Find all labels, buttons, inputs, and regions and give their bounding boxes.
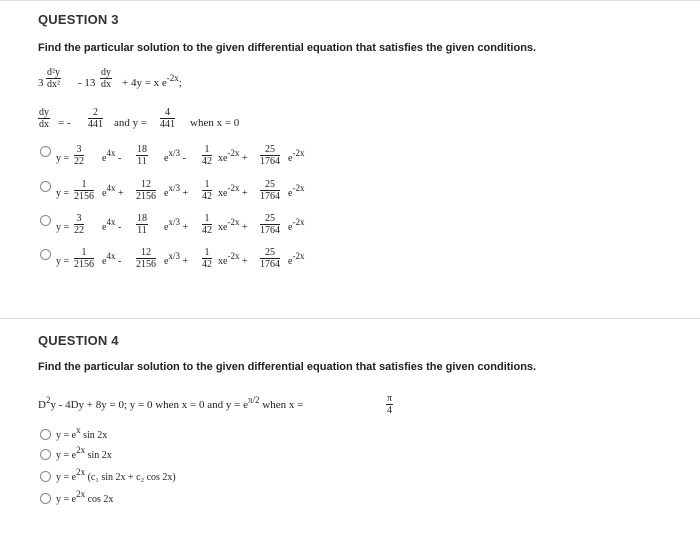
question-3-title: QUESTION 3: [38, 12, 119, 27]
coef-3-den: 42: [202, 191, 212, 202]
q3-option-2-expression: [56, 179, 336, 209]
exp-2: x/3: [168, 217, 180, 227]
exp-2: x/3: [168, 183, 180, 193]
exp-3: -2x: [227, 183, 240, 193]
q4-option-3[interactable]: [38, 469, 338, 487]
q3-option-3[interactable]: [38, 213, 338, 245]
coef-3-num: 1: [202, 213, 212, 225]
question-3-equation: [38, 67, 338, 107]
op-3: +: [241, 153, 248, 164]
pi-over-4: [386, 393, 393, 416]
term-2: [164, 251, 189, 267]
semicolon: ;: [178, 77, 182, 89]
q3-option-3-expression: [56, 213, 336, 243]
coef-2: [136, 213, 148, 236]
rhs: [122, 73, 182, 89]
question-3-conditions: [38, 107, 338, 137]
y-eq-e: y = e: [56, 430, 77, 441]
d2y: d²y: [47, 67, 60, 78]
y-eq-e: y = e: [56, 472, 77, 483]
e-1: e: [102, 222, 107, 233]
term-4: [288, 148, 305, 164]
second-derivative-fraction: [46, 67, 61, 90]
op-2: +: [182, 188, 189, 199]
op-2: -: [182, 153, 186, 164]
coef-4-num: 25: [260, 247, 280, 259]
xe: xe: [218, 256, 228, 267]
exp-1: 4x: [106, 217, 116, 227]
cond-num-1: 2: [88, 107, 103, 119]
coef-1-den: 22: [74, 156, 84, 167]
question-4-equation: [38, 393, 438, 421]
op-3: +: [241, 256, 248, 267]
q3-option-1-expression: [56, 144, 336, 174]
q4-option-3-radio[interactable]: [40, 471, 51, 482]
coef-2-num: 12: [136, 179, 156, 191]
coef-3-den: 42: [202, 259, 212, 270]
coef-4: [260, 247, 280, 270]
exponent: 2x: [76, 467, 86, 477]
xe: xe: [218, 222, 228, 233]
y-eq: y =: [56, 188, 70, 199]
coef-2-num: 18: [137, 144, 147, 155]
term-2: [164, 217, 189, 233]
e-1: e: [102, 256, 107, 267]
q4-option-4-expression: [56, 489, 114, 505]
y-eq: y =: [56, 222, 70, 233]
e-2: e: [164, 222, 169, 233]
e-2: e: [164, 188, 169, 199]
q3-option-1[interactable]: [38, 144, 338, 176]
coef-4-den: 1764: [260, 156, 280, 167]
exponent: 2x: [76, 445, 86, 455]
cond-num-2: 4: [160, 107, 175, 119]
exp-1: 4x: [106, 251, 116, 261]
coef-3-den: 42: [202, 156, 212, 167]
y-eq-e: y = e: [56, 494, 77, 505]
y-eq: y =: [56, 153, 70, 164]
coef-3-num: 1: [202, 144, 212, 156]
coef-1-den: 2156: [74, 259, 94, 270]
q3-option-4[interactable]: [38, 247, 338, 279]
term-3: [218, 251, 248, 267]
coef-3-num: 1: [202, 179, 212, 191]
coef-1-den: 2156: [74, 191, 94, 202]
coef-1: [74, 144, 84, 167]
q4-option-1[interactable]: [38, 427, 338, 445]
coef-4: [260, 179, 280, 202]
exp-3: -2x: [227, 217, 240, 227]
q3-option-4-expression: [56, 247, 336, 277]
when-x: when x =: [262, 399, 304, 411]
coef-3: [202, 144, 212, 167]
exp-4: -2x: [292, 217, 305, 227]
exponent: -2x: [166, 73, 179, 83]
q4-option-1-expression: [56, 425, 108, 441]
minus-13: - 13: [78, 77, 96, 89]
term-1: [102, 183, 124, 199]
plus-4y-xe: + 4y = x e: [122, 77, 167, 89]
q4-equation-text: [38, 395, 304, 411]
term-4: [288, 183, 305, 199]
e-4: e: [288, 256, 293, 267]
coef-2-den: 11: [137, 156, 147, 167]
dy: dy: [101, 67, 111, 78]
q3-option-1-radio[interactable]: [40, 146, 51, 157]
coef-3: [202, 213, 212, 236]
coef-2-den: 11: [137, 225, 147, 236]
pi-den: 4: [387, 405, 393, 416]
op-1: -: [117, 222, 122, 233]
op-2: +: [182, 256, 189, 267]
op-2: +: [182, 222, 189, 233]
q4-option-2[interactable]: [38, 447, 338, 465]
d-operator: D: [38, 399, 46, 411]
trig-part: sin 2x: [83, 430, 108, 441]
coef-1-num: 1: [74, 179, 94, 191]
pi-exponent: π/2: [247, 395, 260, 405]
e-4: e: [288, 153, 293, 164]
cond-den-1: 441: [88, 119, 103, 130]
first-derivative-fraction: [100, 67, 112, 90]
term-4: [288, 217, 305, 233]
coef-1: [74, 179, 94, 202]
cond-value-2: [160, 107, 175, 130]
exp-3: -2x: [227, 251, 240, 261]
equation-rest: y - 4Dy + 8y = 0; y = 0 when x = 0 and y = e: [50, 399, 248, 411]
op-3: +: [241, 222, 248, 233]
cond-eq: = -: [58, 117, 71, 129]
coef-3-den: 42: [202, 225, 212, 236]
coef-1: [74, 213, 84, 236]
cond-den-2: 441: [160, 119, 175, 130]
e-2: e: [164, 256, 169, 267]
exp-4: -2x: [292, 251, 305, 261]
trig-part: cos 2x: [87, 494, 114, 505]
cond-when: when x = 0: [190, 117, 240, 129]
exp-4: -2x: [292, 183, 305, 193]
trig-part: sin 2x: [87, 450, 112, 461]
coef-4-den: 1764: [260, 259, 280, 270]
coef-2: [136, 247, 156, 270]
trig-part: (c₁ sin 2x + c₂ cos 2x): [87, 472, 176, 483]
e-1: e: [102, 153, 107, 164]
exp-1: 4x: [106, 183, 116, 193]
exp-3: -2x: [227, 148, 240, 158]
cond-dx: dx: [39, 119, 49, 130]
coef-1: [74, 247, 94, 270]
coef-3-num: 1: [202, 247, 212, 259]
coef-4-den: 1764: [260, 191, 280, 202]
q3-option-2-radio[interactable]: [40, 181, 51, 192]
coef-1-num: 1: [74, 247, 94, 259]
exponent: 2x: [76, 489, 86, 499]
d-exponent: 2: [45, 395, 51, 405]
coef-1-num: 3: [74, 144, 84, 156]
cond-value-1: [88, 107, 103, 130]
op-3: +: [241, 188, 248, 199]
coef-3: [202, 247, 212, 270]
term-4: [288, 251, 305, 267]
coef-4-num: 25: [260, 213, 280, 225]
q3-option-3-radio[interactable]: [40, 215, 51, 226]
e-4: e: [288, 222, 293, 233]
exp-4: -2x: [292, 148, 305, 158]
term-2: [164, 183, 189, 199]
coef-4: [260, 213, 280, 236]
coef-2: [136, 144, 148, 167]
y-eq-e: y = e: [56, 450, 77, 461]
q4-option-4-radio[interactable]: [40, 493, 51, 504]
coef-2-num: 18: [137, 213, 147, 224]
e-1: e: [102, 188, 107, 199]
coef-2: [136, 179, 156, 202]
xe: xe: [218, 188, 228, 199]
question-4-section: [0, 318, 700, 540]
question-4-title: QUESTION 4: [38, 333, 119, 348]
coef-3: 3: [38, 77, 44, 89]
cond-dy: dy: [39, 107, 49, 118]
coef-2-den: 2156: [136, 191, 156, 202]
dx2: dx²: [47, 79, 60, 90]
exp-2: x/3: [168, 148, 180, 158]
q4-option-2-radio[interactable]: [40, 449, 51, 460]
q4-option-4[interactable]: [38, 491, 338, 509]
op-1: -: [117, 153, 122, 164]
pi-num: π: [387, 393, 393, 404]
exp-2: x/3: [168, 251, 180, 261]
question-4-prompt: Find the particular solution to the given differential equation that satisfies the given conditions.: [38, 361, 537, 373]
term-1: [102, 148, 122, 164]
q3-option-4-radio[interactable]: [40, 249, 51, 260]
term-3: [218, 148, 248, 164]
term-3: [218, 183, 248, 199]
coef-4-num: 25: [260, 144, 280, 156]
exp-1: 4x: [106, 148, 116, 158]
dx: dx: [101, 79, 111, 90]
term-1: [102, 217, 122, 233]
term-2: [164, 148, 186, 164]
op-1: -: [117, 256, 122, 267]
condition-derivative: [38, 107, 50, 130]
exponent: x: [76, 425, 81, 435]
coef-4: [260, 144, 280, 167]
coef-2-num: 12: [136, 247, 156, 259]
xe: xe: [218, 153, 228, 164]
q3-option-2[interactable]: [38, 179, 338, 211]
coef-1-den: 22: [74, 225, 84, 236]
coef-2-den: 2156: [136, 259, 156, 270]
term-3: [218, 217, 248, 233]
coef-4-num: 25: [260, 179, 280, 191]
coef-4-den: 1764: [260, 225, 280, 236]
question-3-prompt: Find the particular solution to the given differential equation that satisfies the given conditions.: [38, 42, 537, 54]
term-1: [102, 251, 122, 267]
q4-option-3-expression: [56, 467, 176, 483]
y-eq: y =: [56, 256, 70, 267]
e-2: e: [164, 153, 169, 164]
q4-option-2-expression: [56, 445, 112, 461]
coef-3: [202, 179, 212, 202]
op-1: +: [117, 188, 124, 199]
cond-and: and y =: [114, 117, 148, 129]
coef-1-num: 3: [74, 213, 84, 225]
q4-option-1-radio[interactable]: [40, 429, 51, 440]
e-4: e: [288, 188, 293, 199]
